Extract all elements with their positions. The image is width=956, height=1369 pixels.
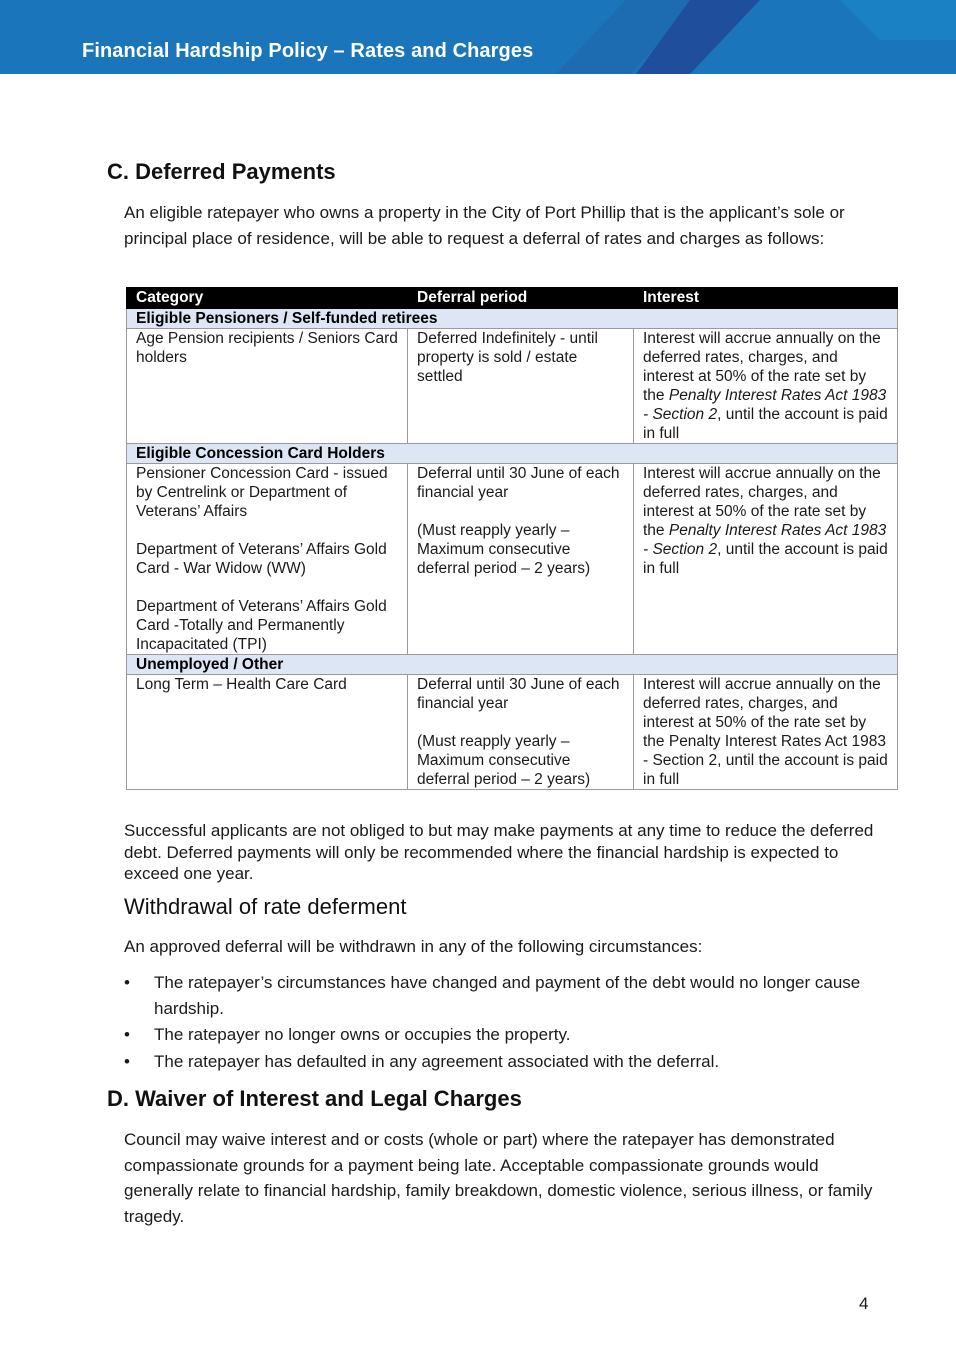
table-row (127, 675, 898, 790)
interest-text: Interest will accrue annually on the deferred rates, charges, and interest at 50% of the rate set by the Penalty Interest Rates Act 1983 - Section 2, until the account is paid in full (643, 676, 888, 788)
list-item: • The ratepayer has defaulted in any agreement associated with the deferral. (124, 1049, 894, 1075)
interest-text: Interest will accrue annually on the deferred rates, charges, and interest at 50% of the rate set by the (643, 465, 881, 539)
interest-act-name: Penalty Interest Rates Act 1983 - Section 2 (643, 387, 887, 423)
group-row (127, 655, 898, 675)
category-text: Pensioner Concession Card - issued by Centrelink or Department of Veterans’ Affairs (136, 465, 388, 520)
page-header-banner (0, 0, 956, 74)
group-row (127, 444, 898, 464)
period-note: (Must reapply yearly – Maximum consecutive deferral period – 2 years) (417, 733, 591, 788)
period-cell (408, 329, 634, 444)
interest-act-name: Penalty Interest Rates Act 1983 - Section 2 (643, 522, 887, 558)
period-note: (Must reapply yearly – Maximum consecutive deferral period – 2 years) (417, 522, 591, 577)
interest-cell (634, 675, 898, 790)
withdrawal-intro: An approved deferral will be withdrawn in any of the following circumstances: (124, 937, 703, 956)
column-header-deferral-period: Deferral period (408, 288, 634, 309)
column-header-category: Category (127, 288, 408, 309)
interest-text-end: , until the account is paid in full (643, 541, 888, 577)
after-table-paragraph: Successful applicants are not obliged to but may make payments at any time to reduce the deferred debt. Deferred payments will only be recommended where the financial hardship is expected to exceed one year. (124, 821, 874, 883)
column-header-interest: Interest (634, 288, 898, 309)
section-c-heading: C. Deferred Payments (107, 159, 336, 184)
group-title: Eligible Concession Card Holders (127, 444, 898, 464)
period-text: Deferred Indefinitely - until property is sold / estate settled (417, 330, 598, 385)
withdrawal-list (124, 970, 894, 1075)
category-cell (127, 329, 408, 444)
period-text: Deferral until 30 June of each financial year (417, 676, 620, 712)
period-cell (408, 675, 634, 790)
withdrawal-heading: Withdrawal of rate deferment (124, 894, 407, 919)
section-d-body: Council may waive interest and or costs (whole or part) where the ratepayer has demonstrated compassionate grounds for a payment being late. Acceptable compassionate grounds would generally relate to financial hardship, family breakdown, domestic violence, serious illness, or family tragedy. (124, 1130, 873, 1226)
interest-text: Interest will accrue annually on the deferred rates, charges, and interest at 50% of the rate set by the (643, 330, 881, 404)
category-cell (127, 675, 408, 790)
category-text: Long Term – Health Care Card (136, 676, 347, 693)
table-row (127, 329, 898, 444)
deferral-table (126, 287, 898, 790)
table-header-row (127, 288, 898, 309)
section-c-intro: An eligible ratepayer who owns a property in the City of Port Phillip that is the applicant’s sole or principal place of residence, will be able to request a deferral of rates and charges as follows: (124, 203, 845, 248)
list-item: • The ratepayer’s circumstances have changed and payment of the debt would no longer cause hardship. (124, 970, 894, 1021)
period-text: Deferral until 30 June of each financial year (417, 465, 620, 501)
category-text: Department of Veterans’ Affairs Gold Card -Totally and Permanently Incapacitated (TPI) (136, 598, 387, 653)
period-cell (408, 464, 634, 655)
category-cell (127, 464, 408, 655)
section-d-heading: D. Waiver of Interest and Legal Charges (107, 1086, 522, 1111)
page-number: 4 (859, 1294, 869, 1313)
category-text: Department of Veterans’ Affairs Gold Card - War Widow (WW) (136, 541, 387, 577)
table-row (127, 464, 898, 655)
interest-cell (634, 329, 898, 444)
list-item: • The ratepayer no longer owns or occupies the property. (124, 1022, 894, 1048)
group-title: Unemployed / Other (127, 655, 898, 675)
document-title: Financial Hardship Policy – Rates and Charges (82, 40, 534, 62)
group-title: Eligible Pensioners / Self-funded retirees (127, 309, 898, 329)
category-text: Age Pension recipients / Seniors Card holders (136, 330, 398, 366)
interest-cell (634, 464, 898, 655)
interest-text-end: , until the account is paid in full (643, 406, 888, 442)
group-row (127, 309, 898, 329)
